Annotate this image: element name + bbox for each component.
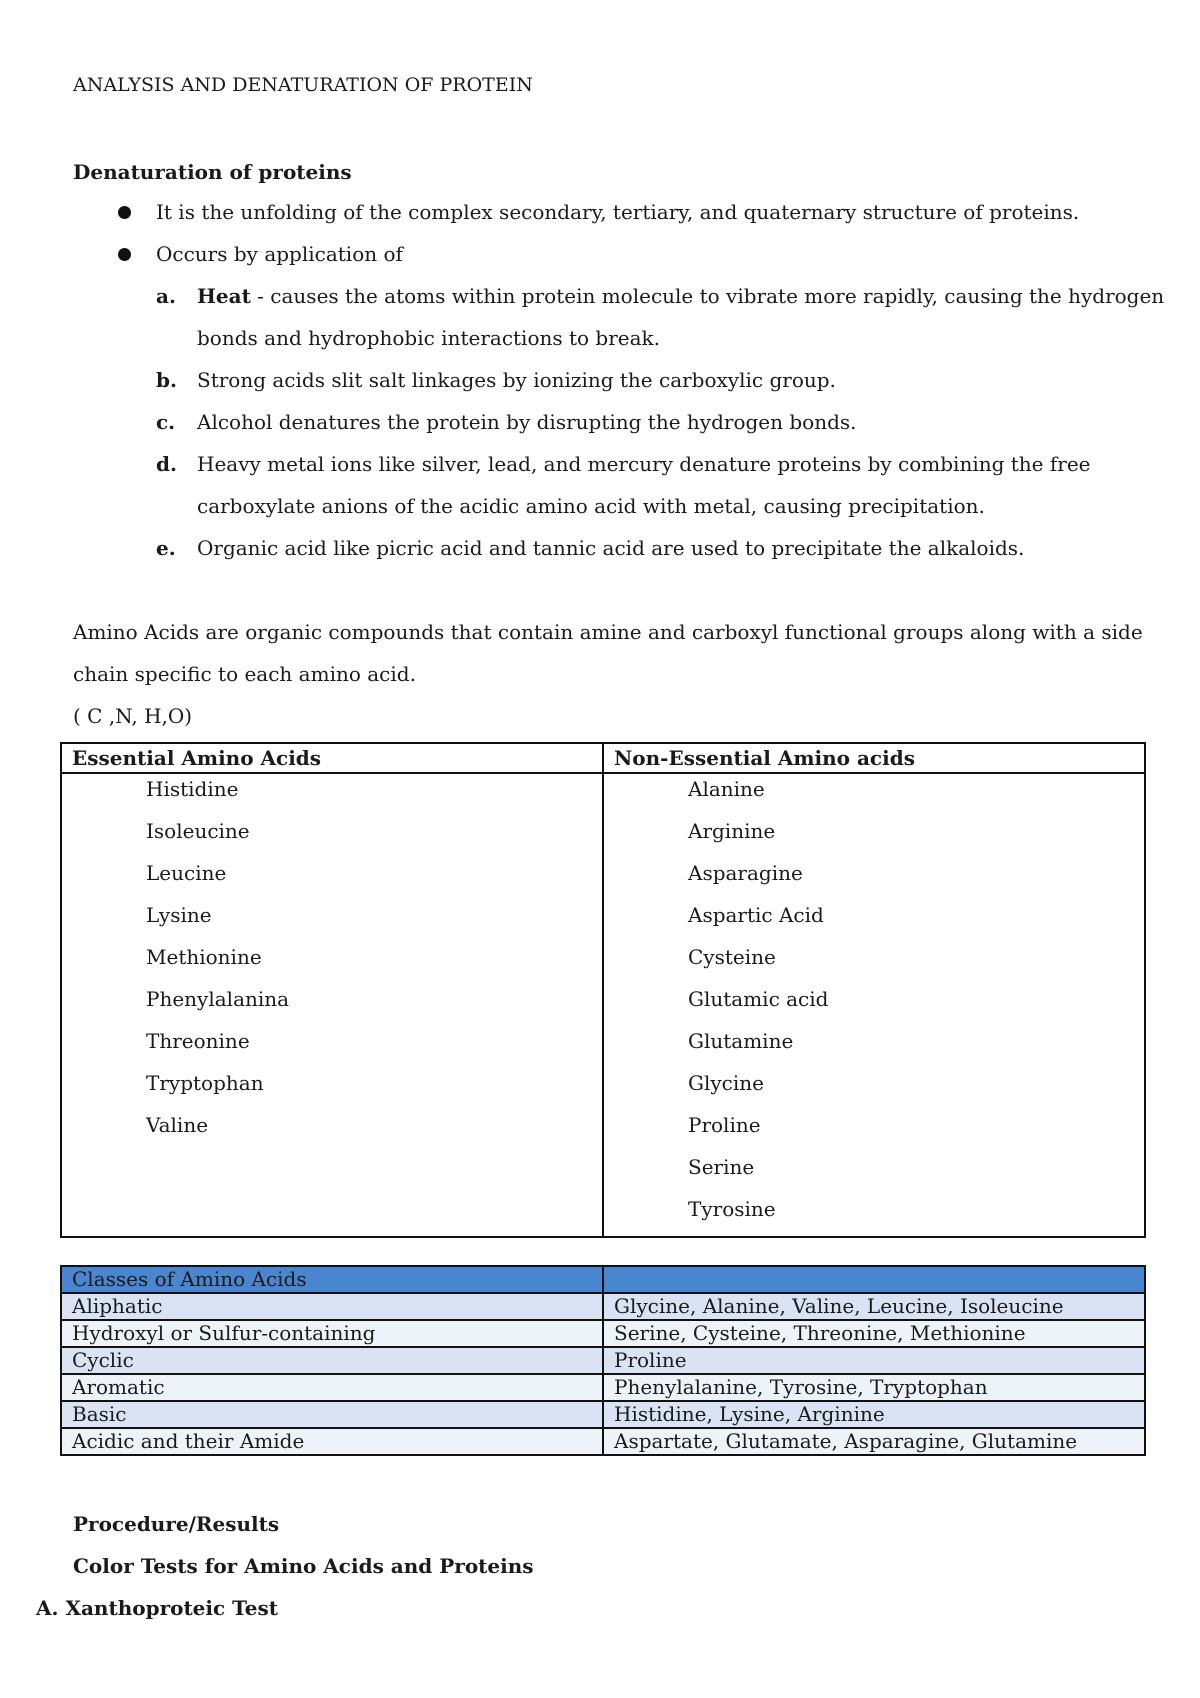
amino-paragraph-line1: Amino Acids are organic compounds that contain amine and carboxyl functional groups along with a side bbox=[73, 620, 1143, 644]
class-name-cell: Aliphatic bbox=[61, 1293, 603, 1320]
class-name-cell: Cyclic bbox=[61, 1347, 603, 1374]
essential-header: Essential Amino Acids bbox=[61, 743, 603, 773]
non-essential-list bbox=[604, 774, 1144, 1236]
item-text-e: Organic acid like picric acid and tannic acid are used to precipitate the alkaloids. bbox=[197, 536, 1025, 560]
table-row bbox=[61, 1374, 1145, 1401]
table-row bbox=[61, 1428, 1145, 1455]
bullet-text-2: Occurs by application of bbox=[156, 242, 403, 266]
list-item: Leucine bbox=[146, 861, 227, 885]
list-item: Glycine bbox=[688, 1071, 764, 1095]
amino-acid-table bbox=[60, 742, 1146, 1238]
item-text-d-line2: carboxylate anions of the acidic amino acid with metal, causing precipitation. bbox=[197, 494, 985, 518]
item-text-a bbox=[197, 284, 1164, 308]
list-item: Methionine bbox=[146, 945, 262, 969]
item-label-a: a. bbox=[156, 284, 176, 308]
class-members-cell: Serine, Cysteine, Threonine, Methionine bbox=[603, 1320, 1145, 1347]
list-item: Aspartic Acid bbox=[688, 903, 824, 927]
list-item: Glutamic acid bbox=[688, 987, 829, 1011]
list-item: Isoleucine bbox=[146, 819, 250, 843]
amino-elements: ( C ,N, H,O) bbox=[73, 704, 193, 728]
table-row bbox=[61, 1401, 1145, 1428]
class-name-cell: Basic bbox=[61, 1401, 603, 1428]
classes-table bbox=[60, 1265, 1146, 1456]
xanthoproteic-heading: A. Xanthoproteic Test bbox=[36, 1596, 278, 1620]
list-item: Histidine bbox=[146, 777, 239, 801]
procedure-heading: Procedure/Results bbox=[73, 1512, 280, 1536]
list-item: Tyrosine bbox=[688, 1197, 776, 1221]
item-label-d: d. bbox=[156, 452, 177, 476]
table-row bbox=[61, 1347, 1145, 1374]
list-item: Lysine bbox=[146, 903, 212, 927]
amino-paragraph-line2: chain specific to each amino acid. bbox=[73, 662, 416, 686]
item-text-d-line1: Heavy metal ions like silver, lead, and mercury denature proteins by combining the free bbox=[197, 452, 1091, 476]
item-term-heat: Heat bbox=[197, 284, 251, 308]
list-item: Threonine bbox=[146, 1029, 250, 1053]
bullet-icon bbox=[118, 248, 131, 261]
item-label-b: b. bbox=[156, 368, 177, 392]
class-members-cell: Histidine, Lysine, Arginine bbox=[603, 1401, 1145, 1428]
class-members-cell: Phenylalanine, Tyrosine, Tryptophan bbox=[603, 1374, 1145, 1401]
classes-header-cell: Classes of Amino Acids bbox=[61, 1266, 603, 1293]
item-label-c: c. bbox=[156, 410, 176, 434]
item-text-c: Alcohol denatures the protein by disrupting the hydrogen bonds. bbox=[197, 410, 857, 434]
class-name-cell: Acidic and their Amide bbox=[61, 1428, 603, 1455]
essential-list bbox=[62, 774, 602, 1152]
list-item: Glutamine bbox=[688, 1029, 794, 1053]
list-item: Alanine bbox=[688, 777, 765, 801]
table-row bbox=[61, 1293, 1145, 1320]
list-item: Valine bbox=[146, 1113, 209, 1137]
list-item: Tryptophan bbox=[146, 1071, 264, 1095]
non-essential-header: Non-Essential Amino acids bbox=[603, 743, 1145, 773]
bullet-icon bbox=[118, 206, 131, 219]
classes-header-row bbox=[61, 1266, 1145, 1293]
denaturation-heading: Denaturation of proteins bbox=[73, 160, 352, 184]
class-members-cell: Aspartate, Glutamate, Asparagine, Glutamine bbox=[603, 1428, 1145, 1455]
item-label-e: e. bbox=[156, 536, 176, 560]
list-item: Arginine bbox=[688, 819, 776, 843]
table-row bbox=[61, 1320, 1145, 1347]
non-essential-cell bbox=[603, 773, 1145, 1237]
item-text-a-line2: bonds and hydrophobic interactions to break. bbox=[197, 326, 661, 350]
list-item: Serine bbox=[688, 1155, 755, 1179]
list-item: Proline bbox=[688, 1113, 761, 1137]
essential-cell bbox=[61, 773, 603, 1237]
classes-header-cell-empty bbox=[603, 1266, 1145, 1293]
class-members-cell: Proline bbox=[603, 1347, 1145, 1374]
class-name-cell: Hydroxyl or Sulfur-containing bbox=[61, 1320, 603, 1347]
class-members-cell: Glycine, Alanine, Valine, Leucine, Isoleucine bbox=[603, 1293, 1145, 1320]
item-text-b: Strong acids slit salt linkages by ionizing the carboxylic group. bbox=[197, 368, 836, 392]
class-name-cell: Aromatic bbox=[61, 1374, 603, 1401]
color-tests-heading: Color Tests for Amino Acids and Proteins bbox=[73, 1554, 534, 1578]
bullet-text-1: It is the unfolding of the complex secondary, tertiary, and quaternary structure of proteins. bbox=[156, 200, 1080, 224]
list-item: Cysteine bbox=[688, 945, 776, 969]
item-text-a-line1: - causes the atoms within protein molecule to vibrate more rapidly, causing the hydrogen bbox=[250, 284, 1165, 308]
list-item: Asparagine bbox=[688, 861, 803, 885]
document-title: ANALYSIS AND DENATURATION OF PROTEIN bbox=[73, 74, 533, 96]
list-item: Phenylalanina bbox=[146, 987, 290, 1011]
